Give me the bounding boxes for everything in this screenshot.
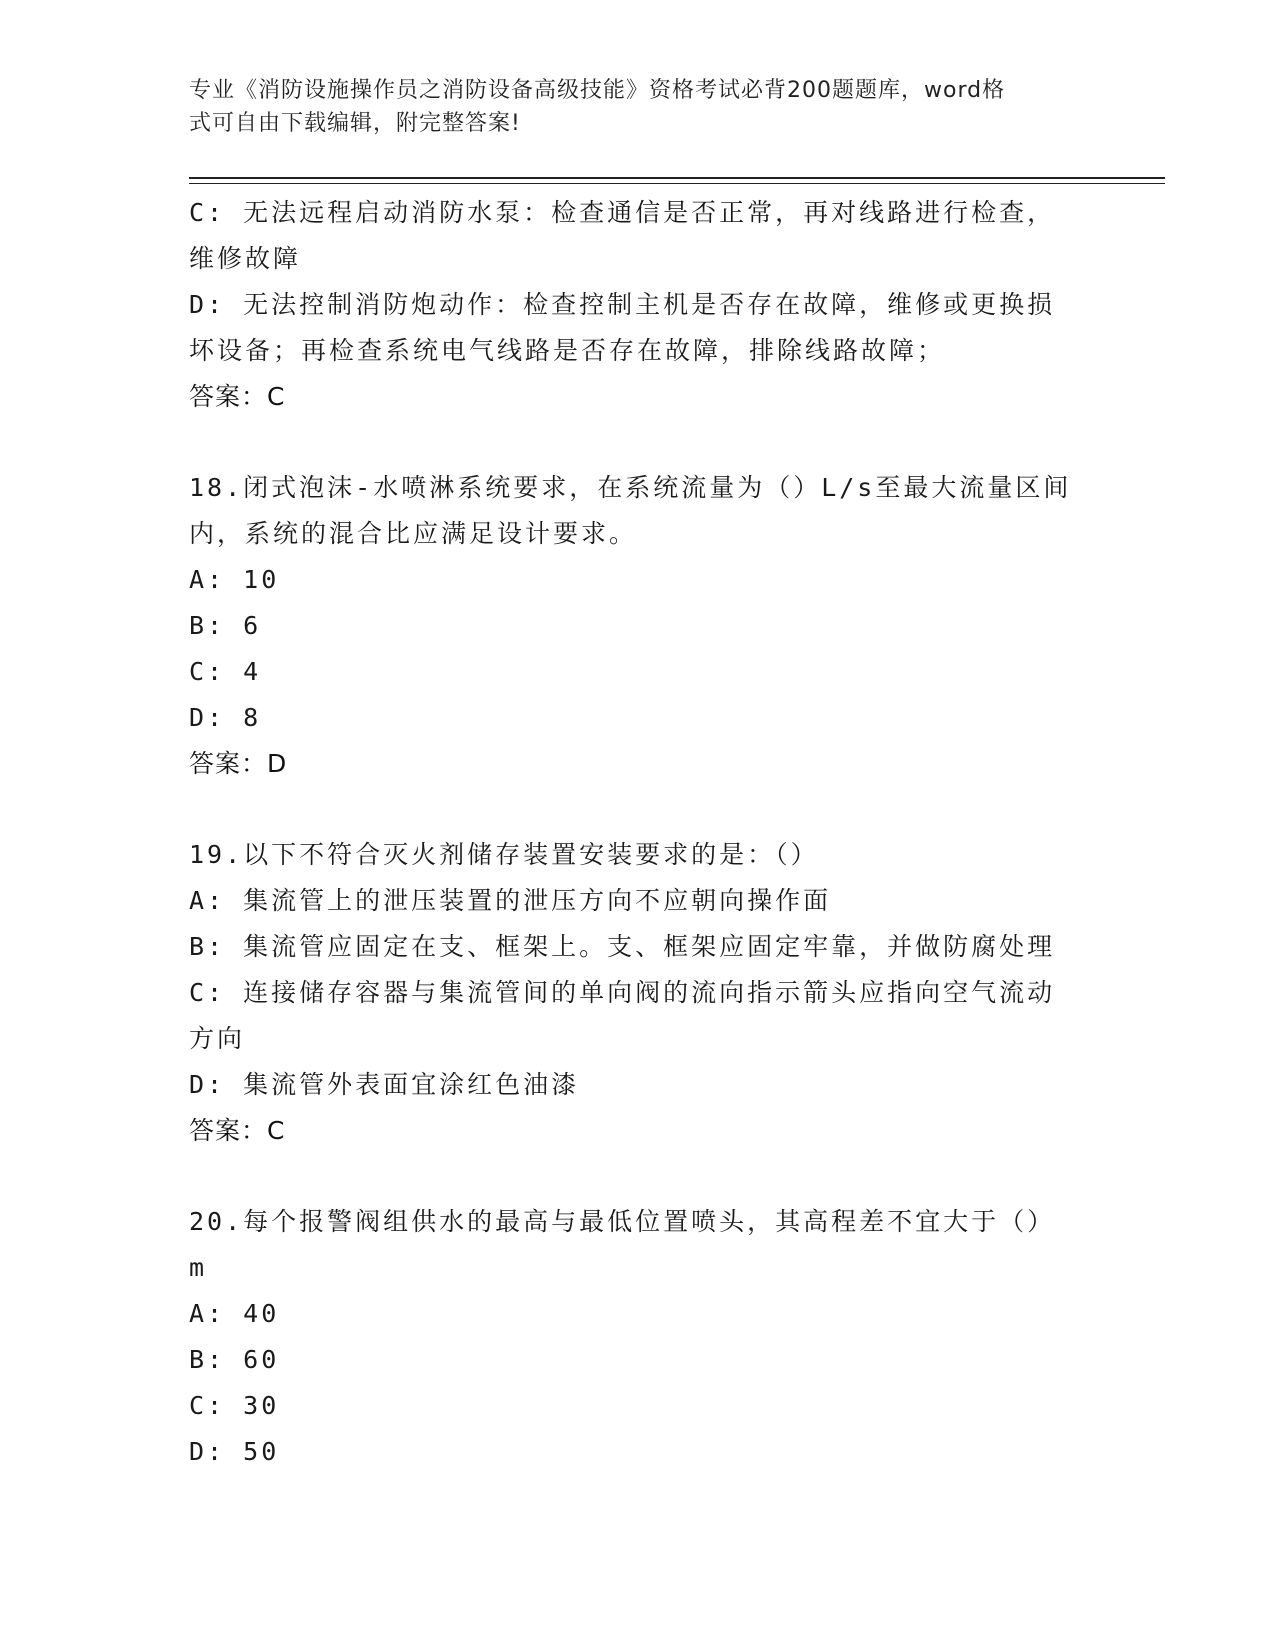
option-d: D: 集流管外表面宜涂红色油漆 bbox=[189, 1070, 580, 1099]
option-d: D: 8 bbox=[189, 703, 262, 732]
document-header bbox=[189, 74, 1089, 140]
option-c-line1: C: 连接储存容器与集流管间的单向阀的流向指示箭头应指向空气流动 bbox=[189, 978, 1056, 1007]
option-a: A: 集流管上的泄压装置的泄压方向不应朝向操作面 bbox=[189, 886, 832, 915]
question-stem-line1: 20.每个报警阀组供水的最高与最低位置喷头，其高程差不宜大于（） bbox=[189, 1207, 1056, 1236]
option-b: B: 60 bbox=[189, 1345, 280, 1374]
header-divider-thick bbox=[189, 177, 1165, 179]
question-18 bbox=[189, 465, 1089, 787]
question-stem-line2: m bbox=[189, 1253, 208, 1282]
option-a: A: 40 bbox=[189, 1299, 280, 1328]
option-c-line2: 维修故障 bbox=[189, 244, 302, 273]
header-title-line2: 式可自由下载编辑，附完整答案! bbox=[189, 111, 521, 136]
option-d-line1: D: 无法控制消防炮动作：检查控制主机是否存在故障，维修或更换损 bbox=[189, 290, 1056, 319]
question-19 bbox=[189, 832, 1089, 1154]
option-c-line1: C: 无法远程启动消防水泵：检查通信是否正常，再对线路进行检查， bbox=[189, 198, 1056, 227]
option-c: C: 4 bbox=[189, 657, 262, 686]
spacer bbox=[189, 787, 1089, 832]
option-c: C: 30 bbox=[189, 1391, 280, 1420]
question-17-tail bbox=[189, 190, 1089, 420]
option-c-line2: 方向 bbox=[189, 1024, 246, 1053]
answer-label: 答案：C bbox=[189, 382, 286, 411]
spacer bbox=[189, 420, 1089, 465]
question-20 bbox=[189, 1199, 1089, 1475]
option-d: D: 50 bbox=[189, 1437, 280, 1466]
header-title-line1: 专业《消防设施操作员之消防设备高级技能》资格考试必背200题题库，word格 bbox=[189, 78, 1006, 103]
answer-label: 答案：C bbox=[189, 1116, 286, 1145]
answer-label: 答案：D bbox=[189, 749, 288, 778]
header-divider-thin bbox=[189, 183, 1165, 184]
question-stem-line2: 内，系统的混合比应满足设计要求。 bbox=[189, 519, 638, 548]
question-stem: 19.以下不符合灭火剂储存装置安装要求的是：（） bbox=[189, 840, 819, 869]
option-b: B: 6 bbox=[189, 611, 262, 640]
option-b: B: 集流管应固定在支、框架上。支、框架应固定牢靠，并做防腐处理 bbox=[189, 932, 1056, 961]
document-body bbox=[189, 190, 1089, 1475]
option-a: A: 10 bbox=[189, 565, 280, 594]
option-d-line2: 坏设备；再检查系统电气线路是否存在故障，排除线路故障； bbox=[189, 336, 946, 365]
question-stem-line1: 18.闭式泡沫-水喷淋系统要求，在系统流量为（）L/s至最大流量区间 bbox=[189, 473, 1072, 502]
spacer bbox=[189, 1154, 1089, 1199]
